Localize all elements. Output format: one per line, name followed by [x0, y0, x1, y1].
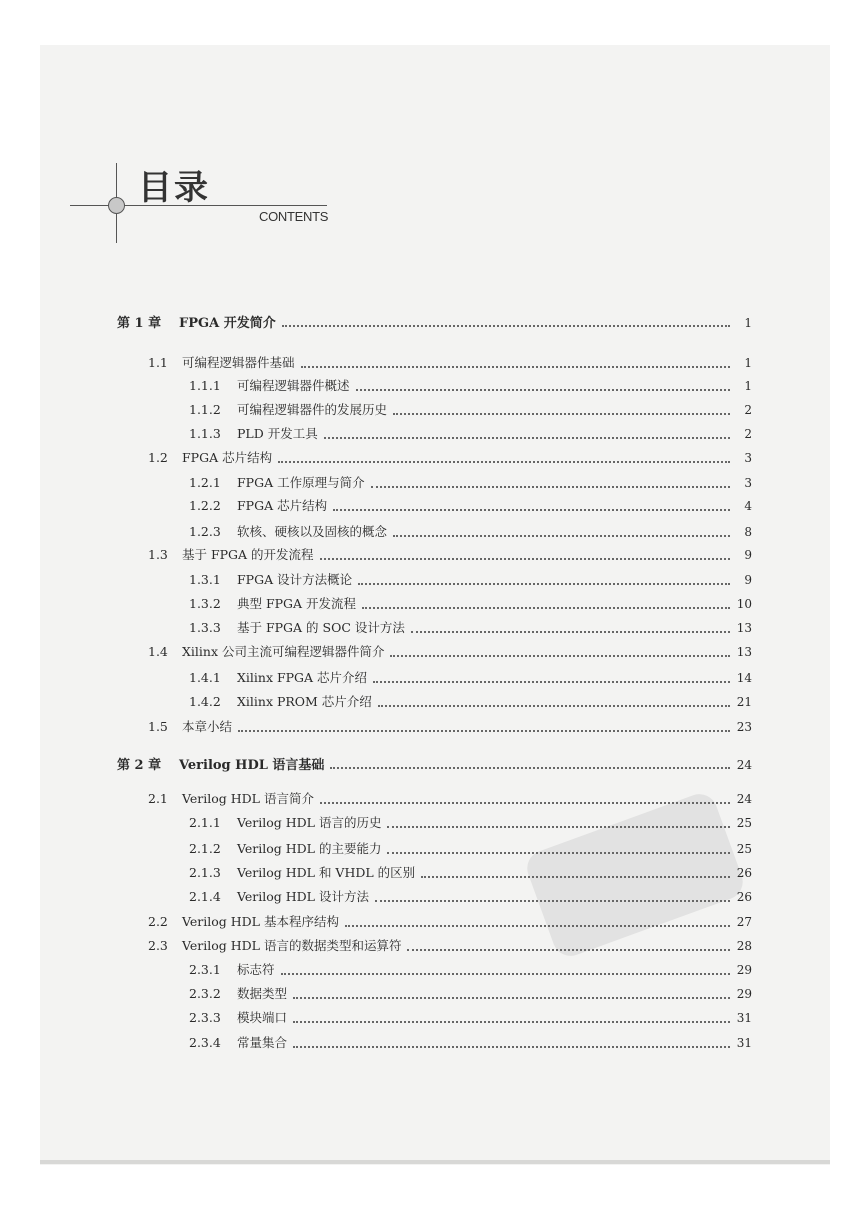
toc-entry-number: 1.5: [148, 719, 168, 734]
toc-chapter-entry[interactable]: [117, 312, 752, 332]
toc-subsection-entry[interactable]: [189, 570, 752, 590]
toc-dot-leader: [407, 948, 730, 951]
toc-entry-number: 2.1: [148, 791, 168, 806]
toc-page-number: 25: [736, 842, 752, 856]
toc-dot-leader: [293, 1020, 730, 1023]
toc-entry-title: PLD 开发工具: [237, 426, 318, 441]
toc-entry-title: FPGA 芯片结构: [237, 498, 328, 513]
toc-dot-leader: [411, 630, 730, 633]
toc-dot-leader: [293, 996, 730, 999]
toc-dot-leader: [393, 534, 730, 537]
toc-entry-title: 标志符: [237, 962, 275, 977]
toc-dot-leader: [358, 582, 730, 585]
toc-page-number: 24: [736, 758, 752, 772]
toc-page-number: 26: [736, 866, 752, 880]
toc-entry-number: 1.2.2: [189, 498, 221, 513]
toc-dot-leader: [345, 924, 730, 927]
toc-dot-leader: [333, 508, 730, 511]
toc-entry-number: 2.3: [148, 938, 168, 953]
toc-entry-title: FPGA 工作原理与简介: [237, 475, 365, 490]
toc-subsection-entry[interactable]: [189, 984, 752, 1004]
toc-page-number: 10: [736, 597, 752, 611]
toc-page-number: 2: [744, 403, 752, 417]
toc-subsection-entry[interactable]: [189, 1033, 752, 1053]
toc-entry-number: 2.3.4: [189, 1035, 221, 1050]
toc-entry-title: Verilog HDL 语言基础: [179, 758, 325, 773]
toc-dot-leader: [387, 825, 730, 828]
toc-subsection-entry[interactable]: [189, 813, 752, 833]
toc-entry-title: 本章小结: [182, 719, 233, 734]
toc-entry-title: Xilinx FPGA 芯片介绍: [237, 670, 368, 685]
toc-section-entry[interactable]: [148, 789, 752, 809]
toc-dot-leader: [301, 365, 730, 368]
toc-entry-title: Xilinx 公司主流可编程逻辑器件简介: [182, 644, 385, 659]
toc-page-number: 13: [736, 621, 752, 635]
toc-dot-leader: [373, 680, 730, 683]
toc-entry-title: Verilog HDL 设计方法: [237, 889, 369, 904]
toc-subsection-entry[interactable]: [189, 863, 752, 883]
toc-dot-leader: [387, 851, 730, 854]
toc-entry-title: 基于 FPGA 的 SOC 设计方法: [237, 620, 405, 635]
toc-section-entry[interactable]: [148, 912, 752, 932]
toc-page-number: 14: [736, 671, 752, 685]
toc-entry-title: 基于 FPGA 的开发流程: [182, 547, 314, 562]
toc-subsection-entry[interactable]: [189, 400, 752, 420]
toc-page-number: 28: [736, 939, 752, 953]
toc-entry-number: 1.1.3: [189, 426, 221, 441]
toc-dot-leader: [278, 460, 730, 463]
toc-entry-title: 可编程逻辑器件概述: [237, 378, 350, 393]
toc-subsection-entry[interactable]: [189, 496, 752, 516]
toc-dot-leader: [320, 801, 730, 804]
toc-page-number: 26: [736, 890, 752, 904]
toc-subsection-entry[interactable]: [189, 1008, 752, 1028]
toc-section-entry[interactable]: [148, 936, 752, 956]
toc-dot-leader: [390, 654, 730, 657]
toc-subsection-entry[interactable]: [189, 618, 752, 638]
toc-dot-leader: [356, 388, 730, 391]
toc-dot-leader: [293, 1045, 730, 1048]
toc-dot-leader: [281, 972, 730, 975]
toc-page-number: 1: [744, 356, 752, 370]
toc-entry-title: 软核、硬核以及固核的概念: [237, 524, 388, 539]
toc-entry-title: Verilog HDL 和 VHDL 的区别: [237, 865, 416, 880]
toc-dot-leader: [282, 324, 730, 327]
toc-dot-leader: [362, 606, 730, 609]
toc-entry-title: Verilog HDL 语言简介: [182, 791, 314, 806]
toc-entry-title: Verilog HDL 的主要能力: [237, 841, 382, 856]
toc-section-entry[interactable]: [148, 642, 752, 662]
toc-entry-title: 模块端口: [237, 1010, 288, 1025]
toc-page-number: 4: [744, 499, 752, 513]
toc-dot-leader: [324, 436, 730, 439]
toc-entry-number: 2.3.3: [189, 1010, 221, 1025]
toc-page-number: 23: [736, 720, 752, 734]
toc-entry-title: FPGA 芯片结构: [182, 450, 273, 465]
toc-page-number: 3: [744, 451, 752, 465]
toc-section-entry[interactable]: [148, 353, 752, 373]
toc-page-number: 13: [736, 645, 752, 659]
toc-subsection-entry[interactable]: [189, 887, 752, 907]
toc-entry-number: 1.1.1: [189, 378, 221, 393]
toc-page-number: 8: [744, 525, 752, 539]
header-circle-ornament: [108, 197, 125, 214]
toc-entry-title: FPGA 设计方法概论: [237, 572, 353, 587]
toc-entry-title: Xilinx PROM 芯片介绍: [237, 694, 372, 709]
toc-entry-number: 1.4.1: [189, 670, 221, 685]
toc-dot-leader: [371, 485, 730, 488]
toc-entry-number: 1.1.2: [189, 402, 221, 417]
toc-entry-title: FPGA 开发简介: [179, 316, 276, 331]
toc-entry-title: 常量集合: [237, 1035, 288, 1050]
toc-entry-number: 2.1.2: [189, 841, 221, 856]
toc-subsection-entry[interactable]: [189, 424, 752, 444]
toc-dot-leader: [375, 899, 730, 902]
toc-page-number: 9: [744, 573, 752, 587]
toc-page-number: 31: [736, 1011, 752, 1025]
toc-entry-number: 2.1.1: [189, 815, 221, 830]
toc-page-number: 29: [736, 963, 752, 977]
toc-entry-number: 1.3: [148, 547, 168, 562]
toc-dot-leader: [421, 875, 730, 878]
page-subtitle: CONTENTS: [259, 209, 329, 224]
toc-entry-title: Verilog HDL 语言的历史: [237, 815, 382, 830]
toc-entry-number: 第 2 章: [117, 758, 162, 773]
toc-entry-number: 2.1.3: [189, 865, 221, 880]
toc-entry-number: 1.2: [148, 450, 168, 465]
page-edge: [40, 1160, 830, 1164]
toc-page-number: 3: [744, 476, 752, 490]
toc-page-number: 1: [744, 316, 752, 330]
toc-page-number: 29: [736, 987, 752, 1001]
toc-subsection-entry[interactable]: [189, 668, 752, 688]
toc-dot-leader: [238, 729, 730, 732]
toc-subsection-entry[interactable]: [189, 376, 752, 396]
toc-page-number: 21: [736, 695, 752, 709]
toc-entry-number: 1.3.3: [189, 620, 221, 635]
toc-page-number: 1: [744, 379, 752, 393]
toc-entry-number: 1.3.1: [189, 572, 221, 587]
toc-entry-number: 2.1.4: [189, 889, 221, 904]
toc-entry-number: 1.4: [148, 644, 168, 659]
toc-subsection-entry[interactable]: [189, 692, 752, 712]
toc-subsection-entry[interactable]: [189, 839, 752, 859]
toc-dot-leader: [320, 557, 730, 560]
toc-entry-title: 数据类型: [237, 986, 288, 1001]
toc-entry-number: 1.2.1: [189, 475, 221, 490]
toc-entry-number: 1.1: [148, 355, 168, 370]
toc-entry-title: 可编程逻辑器件基础: [182, 355, 295, 370]
toc-subsection-entry[interactable]: [189, 594, 752, 614]
toc-subsection-entry[interactable]: [189, 960, 752, 980]
toc-entry-title: 可编程逻辑器件的发展历史: [237, 402, 388, 417]
toc-section-entry[interactable]: [148, 448, 752, 468]
toc-entry-number: 1.3.2: [189, 596, 221, 611]
toc-dot-leader: [393, 412, 730, 415]
toc-page-number: 24: [736, 792, 752, 806]
toc-page-number: 31: [736, 1036, 752, 1050]
toc-entry-number: 1.2.3: [189, 524, 221, 539]
toc-entry-title: 典型 FPGA 开发流程: [237, 596, 357, 611]
toc-entry-number: 1.4.2: [189, 694, 221, 709]
page-title: 目录: [138, 168, 210, 208]
toc-dot-leader: [378, 704, 730, 707]
toc-entry-title: Verilog HDL 语言的数据类型和运算符: [182, 938, 402, 953]
toc-page-number: 2: [744, 427, 752, 441]
toc-page-number: 9: [744, 548, 752, 562]
toc-page-number: 25: [736, 816, 752, 830]
toc-subsection-entry[interactable]: [189, 473, 752, 493]
toc-entry-number: 2.3.1: [189, 962, 221, 977]
toc-chapter-entry[interactable]: [117, 754, 752, 774]
toc-entry-title: Verilog HDL 基本程序结构: [182, 914, 339, 929]
toc-page-number: 27: [736, 915, 752, 929]
toc-entry-number: 2.2: [148, 914, 168, 929]
toc-entry-number: 第 1 章: [117, 316, 162, 331]
toc-dot-leader: [330, 766, 730, 769]
toc-section-entry[interactable]: [148, 717, 752, 737]
toc-section-entry[interactable]: [148, 545, 752, 565]
toc-entry-number: 2.3.2: [189, 986, 221, 1001]
toc-subsection-entry[interactable]: [189, 522, 752, 542]
